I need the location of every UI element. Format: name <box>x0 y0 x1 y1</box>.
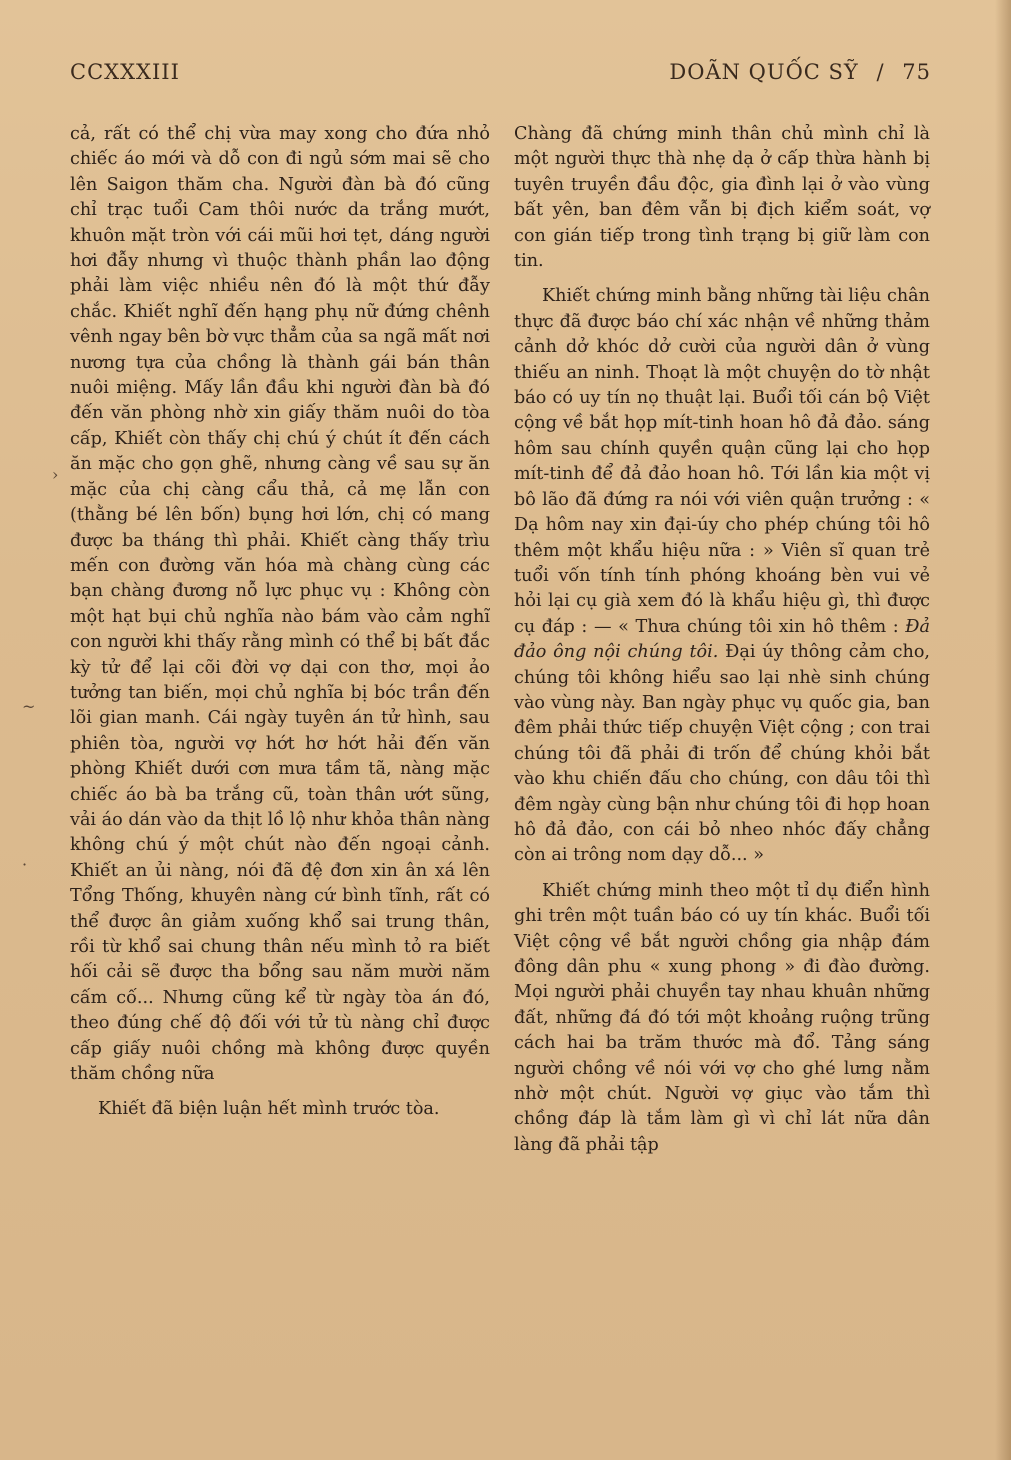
left-column <box>70 122 490 1125</box>
page-number: 75 <box>902 60 931 84</box>
paragraph: Khiết chứng minh theo một tỉ dụ điển hình ghi trên một tuần báo có uy tín khác. Buổi tối Việt cộng về bắt người chồng gia nhập đám đông dân phu « xung phong » đi đào đường. Mọi người phải chuyền tay nhau khuân những đất, những đá đó tới một khoảng ruộng trũng cách hai ba trăm thước mà đổ. Tảng sáng người chồng về nói với vợ cho ghé lưng nằm nhờ một chút. Người vợ giục vào tắm thì chồng đáp là tắm làm gì vì chỉ lát nữa dân làng đã phải tập <box>514 880 930 1155</box>
margin-mark: · <box>22 855 28 874</box>
author-name: DOÃN QUỐC SỸ <box>669 60 859 84</box>
running-head <box>669 60 931 84</box>
paragraph: Khiết đã biện luận hết mình trước tòa. <box>98 1099 440 1120</box>
paragraph <box>514 284 930 868</box>
page-header <box>70 60 931 94</box>
paragraph-text: Khiết chứng minh bằng những tài liệu chân thực đã được báo chí xác nhận về những thảm cảnh dở khóc dở cười của người dân ở vùng thiếu an ninh. Thoạt là một chuyện do tờ nhật báo có uy tín nọ thuật lại. Buổi tối cán bộ Việt cộng về bắt họp mít-tinh hoan hô đả đảo. sáng hôm sau chính quyền quận cũng lại cho họp mít-tinh để đả đảo hoan hô. Tới lần kia một vị bô lão đã đứng ra nói với viên quận trưởng : « Dạ hôm nay xin đại-úy cho phép chúng tôi hô thêm một khẩu hiệu nữa : » Viên sĩ quan trẻ tuổi vốn tính tính phóng khoáng bèn vui vẻ hỏi lại cụ già xem đó là khẩu hiệu gì, thì được cụ đáp : — « Thưa chúng tôi xin hô thêm : <box>514 286 930 637</box>
chapter-number: CCXXXIII <box>70 60 180 84</box>
quoted-slogan: Đả đảo ông nội chúng tôi. <box>514 616 930 663</box>
paragraph: cả, rất có thể chị vừa may xong cho đứa nhỏ chiếc áo mới và dỗ con đi ngủ sớm mai sẽ cho lên Saigon thăm cha. Người đàn bà đó cũng chỉ trạc tuổi Cam thôi nước da trắng mướt, khuôn mặt tròn với cái mũi hơi tẹt, dáng người hơi đẫy nhưng vì thuộc thành phần lao động phải làm việc nhiều nên đó là một thứ đẫy chắc. Khiết nghĩ đến hạng phụ nữ đứng chênh vênh ngay bên bờ vực thẳm của sa ngã mất nơi nương tựa của chồng là thành gái bán thân nuôi miệng. Mấy lần đầu khi người đàn bà đó đến văn phòng nhờ xin giấy thăm nuôi do tòa cấp, Khiết còn thấy chị chú ý chút ít đến cách ăn mặc cho gọn ghẽ, nhưng càng về sau sự ăn mặc của chị càng cẩu thả, cả mẹ lẫn con (thằng bé lên bốn) bụng hơi lớn, chị có mang được ba tháng thì phải. Khiết càng thấy trìu mến con đường văn hóa mà chàng cùng các bạn chàng đương nỗ lực phục vụ : Không còn một hạt bụi chủ nghĩa nào bám vào cảm nghĩ con người khi thấy rằng mình có thể bị bất đắc kỳ tử để lại cõi đời vợ dại con thơ, mọi ảo tưởng tan biến, mọi chủ nghĩa bị bóc trần đến lõi gian manh. Cái ngày tuyên án tử hình, sau phiên tòa, người vợ hớt hơ hớt hải đến văn phòng Khiết dưới cơn mưa tầm tã, nàng mặc chiếc áo bà ba trắng cũ, toàn thân ướt sũng, vải áo dán vào da thịt lồ lộ như khỏa thân nàng không chú ý một chút nào đến ngoại cảnh. Khiết an ủi nàng, nói đã đệ đơn xin ân xá lên Tổng Thống, khuyên nàng cứ bình tĩnh, rất có thể được ân giảm xuống khổ sai trung thân, rồi từ khổ sai chung thân nếu mình tỏ ra biết hối cải sẽ được tha bổng sau năm mười năm cấm cố... Nhưng cũng kể từ ngày tòa án đó, theo đúng chế độ đối với tử tù nàng chỉ được cấp giấy nuôi chồng mà không được quyền thăm chồng nữa <box>70 124 490 1085</box>
right-column <box>514 122 930 1160</box>
paragraph-text: Đại úy thông cảm cho, chúng tôi không hiểu sao lại nhè sinh chúng vào vùng này. Ban ngày phục vụ quốc gia, ban đêm phải thức tiếp chuyện Việt cộng ; con trai chúng tôi đã phải đi trốn để chúng khỏi bắt vào khu chiến đấu cho chúng, con dâu tôi thì đêm ngày cùng bận như chúng tôi đi họp hoan hô đả đảo, con cái bỏ nheo nhóc đấy chẳng còn ai trông nom dạy dỗ... » <box>514 642 931 866</box>
margin-mark: › <box>52 465 59 484</box>
page-edge-shadow <box>995 0 1011 1460</box>
header-separator: / <box>876 60 885 84</box>
paragraph: Chàng đã chứng minh thân chủ mình chỉ là một người thực thà nhẹ dạ ở cấp thừa hành bị tuyên truyền đầu độc, gia đình lại ở vào vùng bất yên, ban đêm vẫn bị địch kiểm soát, vợ con gián tiếp trong tình trạng bị giữ làm con tin. <box>514 124 930 272</box>
margin-mark: ~ <box>22 697 36 716</box>
